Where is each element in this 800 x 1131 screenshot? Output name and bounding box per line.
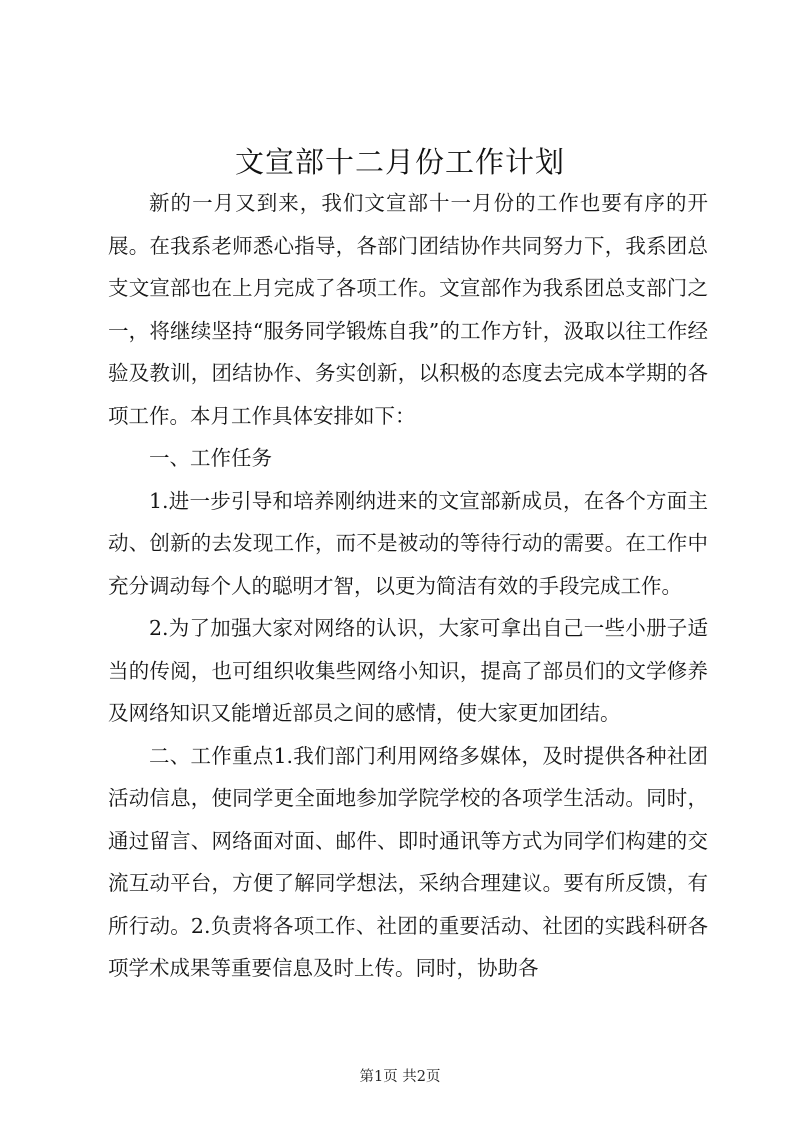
- paragraph-intro: 新的一月又到来，我们文宣部十一月份的工作也要有序的开展。在我系老师悉心指导，各部门团结协作共同努力下，我系团总支文宣部也在上月完成了各项工作。文宣部作为我系团总支部门之一，将继续坚持“服务同学锻炼自我”的工作方针，汲取以往工作经验及教训，团结协作、务实创新，以积极的态度去完成本学期的各项工作。本月工作具体安排如下：: [108, 191, 708, 428]
- document-title: 文宣部十二月份工作计划: [234, 145, 565, 179]
- paragraph-task-1: 1.进一步引导和培养刚纳进来的文宣部新成员，在各个方面主动、创新的去发现工作，而不是被动的等待行动的需要。在工作中充分调动每个人的聪明才智，以更为简洁有效的手段完成工作。: [108, 488, 708, 598]
- paragraph-task-2: 2.为了加强大家对网络的认识，大家可拿出自己一些小册子适当的传阅，也可组织收集些网络小知识，提高了部员们的文学修养及网络知识又能增近部员之间的感情，使大家更加团结。: [108, 616, 708, 725]
- section-heading-tasks: 一、工作任务: [149, 446, 272, 470]
- paragraph-focus: 二、工作重点1.我们部门利用网络多媒体，及时提供各种社团活动信息，使同学更全面地参加学院学校的各项学生活动。同时，通过留言、网络面对面、邮件、即时通讯等方式为同学们构建的交流互动平台，方便了解同学想法，采纳合理建议。要有所反馈，有所行动。2.负责将各项工作、社团的重要活动、社团的实践科研各项学术成果等重要信息及时上传。同时，协助各: [108, 743, 708, 980]
- page-footer: 第1页 共2页: [359, 1069, 441, 1085]
- document-body: [108, 182, 708, 990]
